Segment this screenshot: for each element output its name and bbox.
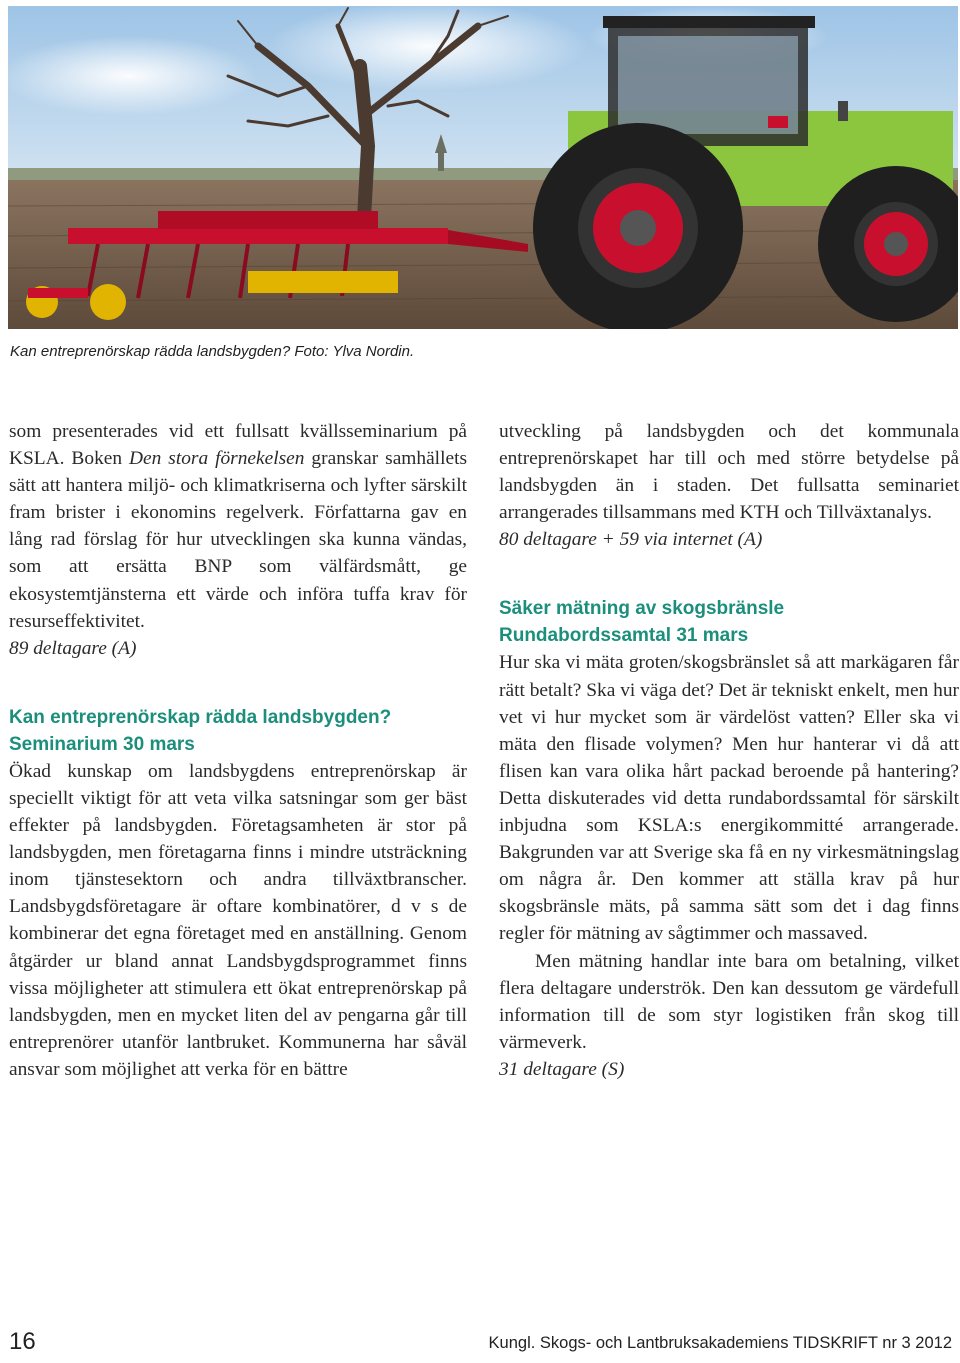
book-title: Den stora förnekelsen [129, 448, 305, 470]
photo-caption: Kan entreprenörskap rädda landsbygden? Foto: Ylva Nordin. [10, 343, 415, 360]
journal-footer: Kungl. Skogs- och Lantbruksakademiens TIDSKRIFT nr 3 2012 [488, 1334, 952, 1352]
left-column [9, 418, 467, 1083]
section-title: Kan entreprenörskap rädda landsbygden? [9, 706, 392, 728]
text-run: granskar samhällets sätt att hantera miljö- och klimatkriserna och lyfter särskilt fram brister i ekonomins regelverk. Författarna gav en lång rad förslag för hur utvecklingen ska kunna vändas, som att ersätta BNP som välfärdsmått, ge ekosystemtjänsterna ett värde och införa tuffa krav för resurseffektivitet. [9, 448, 467, 632]
section-subtitle: Rundabordssamtal 31 mars [499, 625, 749, 647]
tractor-photo [8, 6, 958, 329]
tractor-photo-illustration [8, 6, 958, 329]
attendance-credit: 80 deltagare + 59 via internet (A) [499, 529, 763, 551]
article-paragraph [9, 418, 467, 635]
article-paragraph: Ökad kunskap om landsbygdens entreprenörskap är speciellt viktigt för att veta vilka satsningar som ger bäst effekter på landsbygden. Företagsamheten är stor på landsbygden, men företagarna finns i mindre utsträckning inom tjänstesektorn och andra tillväxtbranscher. Landsbygdsföretagare är oftare kombinatörer, d v s de kombinerar det egna företaget med en anställning. Genom åtgärder ur bland annat Landsbygdsprogrammet finns vissa möjligheter att stimulera ett ökat entreprenörskap på landsbygden, men en mycket liten del av pengarna går till entreprenörer utanför lantbruket. Kommunerna har såväl ansvar som möjlighet att verka för en bättre [9, 760, 467, 1080]
article-paragraph: utveckling på landsbygden och det kommunala entreprenörskapet har till och med större betydelse på landsbygden än i staden. Det fullsatta seminariet arrangerades tillsammans med KTH och Tillväxtanalys. [499, 421, 959, 524]
article-paragraph: Men mätning handlar inte bara om betalning, vilket flera deltagare underströk. Den kan dessutom ge värdefull information till de som styr logistiken från skog till värmeverk. [499, 950, 959, 1053]
page-number: 16 [9, 1328, 36, 1355]
text-run: som presenterades vid ett fullsatt kvällsseminarium på KSLA. Boken [9, 421, 467, 470]
attendance-credit: 89 deltagare (A) [9, 637, 137, 659]
section-subtitle: Seminarium 30 mars [9, 733, 195, 755]
article-paragraph: Hur ska vi mäta groten/skogsbränslet så att markägaren får rätt betalt? Ska vi väga det? Det är tekniskt enkelt, men hur vet vi hur mycket som är värdelöst vatten? Eller ska vi mäta den flisade volymen? Men hur hanterar vi då att flisen kan vara olika hårt packad beroende på hantering? Detta diskuterades vid detta rundabordssamtal för särskilt inbjudna som KSLA:s energikommitté arrangerade. Bakgrunden var att Sverige ska få en ny virkesmätningslag om några år. Den kommer att ställa krav på hur skogsbränsle mäts, på samma sätt som det i dag finns regler för mätning av sågtimmer och massaved. [499, 652, 959, 945]
right-column [499, 418, 959, 1083]
attendance-credit: 31 deltagare (S) [499, 1058, 625, 1080]
section-title: Säker mätning av skogsbränsle [499, 598, 785, 620]
